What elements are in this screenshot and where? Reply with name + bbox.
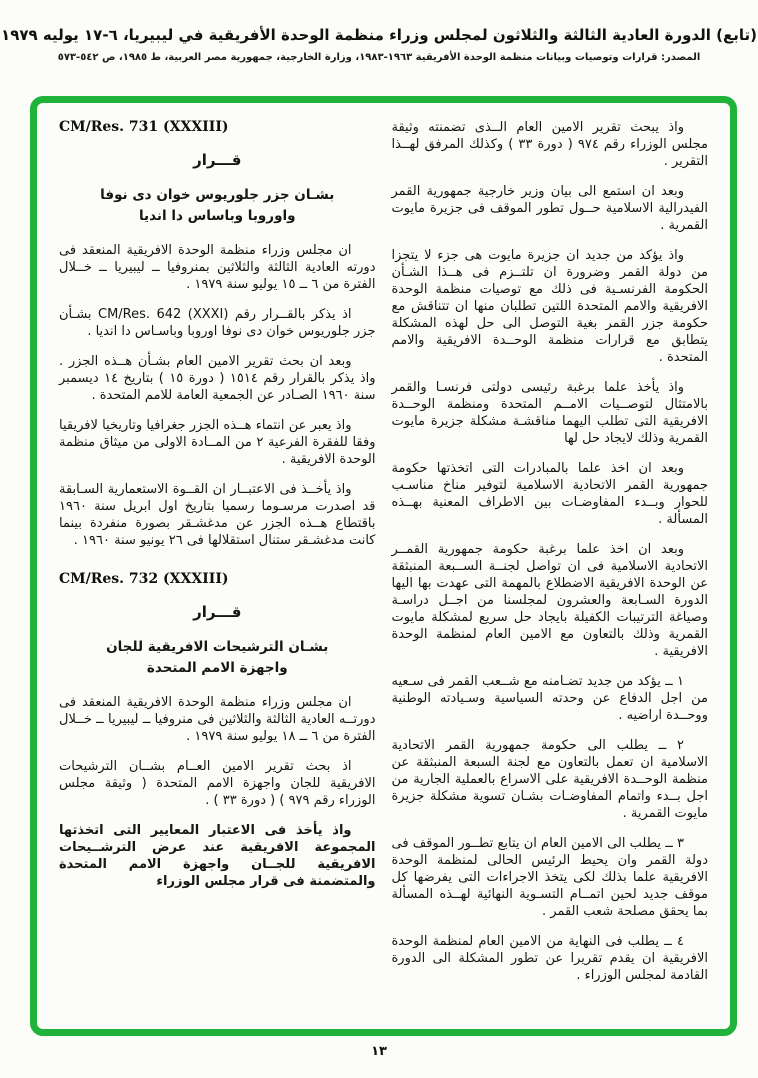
page-number: ١٣	[371, 1044, 387, 1059]
paragraph: ان مجلس وزراء منظمة الوحدة الافريقية المنعقد فى دورتــه العادية الثالثة والثلاثين فى منروفيا ــ ليبيريا ــ خــلال الفترة من ٦ ــ ١٨ يوليو سنة ١٩٧٩ .	[59, 695, 376, 744]
resolution-subtitle: بشـان الترشيحات الافريقية للجان	[106, 639, 329, 655]
paragraph: وبعد ان استمع الى بيان وزير خارجية جمهورية القمر الفيدرالية الاسلامية حــول تطور الموقف فى جزيرة مايوت القمرية .	[391, 184, 708, 233]
paragraph: ان مجلس وزراء منظمة الوحدة الافريقية المنعقد فى دورته العادية الثالثة والثلاثين بمنروفيا ــ ليبيريا ــ خــلال الفترة من ٦ ــ ١٥ يوليو سنة ١٩٧٩ .	[59, 243, 376, 292]
numbered-item: ١ ــ يؤكد من جديد تضـامنه مع شــعب القمر فى سـعيه من اجل الدفاع عن وحدته السياسية وسـيادته الوطنية ووحــدة اراضيه .	[391, 674, 708, 723]
resolution-title: قـــرار	[193, 603, 242, 621]
page-header	[0, 0, 758, 63]
numbered-item: ٢ ــ يطلب الى حكومة جمهورية القمر الاتحادية الاسلامية ان تعمل بالتعاون مع لجنة السبعة المنبثقة عن منظمة الوحــدة الافريقية على الاسراع بالعملية الجارية من اجل بــدء واتمام المفاوضـات بشـان تسوية مشكلة جزيرة مايوت القمرية .	[391, 738, 708, 821]
paragraph: واذ يبحث تقرير الامين العام الــذى تضمنته وثيقة مجلس الوزراء رقم ٩٧٤ ( دورة ٣٣ ) وكذلك المرفق لهــذا التقرير .	[391, 120, 708, 169]
green-border-frame	[30, 96, 737, 1036]
paragraph: واذ يعبر عن انتماء هــذه الجزر جغرافيا وتاريخيا لافريقيا وفقا للفقرة الفرعية ٢ من المــادة الاولى من ميثاق منظمة الوحدة الافريقية .	[59, 418, 376, 467]
source-citation: المصدر: قرارات وتوصيات وبيانات منظمة الوحدة الأفريقية ١٩٦٣-١٩٨٣، وزارة الخارجية، جمهورية مصر العربية، ط ١٩٨٥، ص ٥٤٢-٥٧٣	[57, 52, 701, 63]
two-column-layout	[37, 103, 730, 1029]
numbered-item: ٤ ــ يطلب فى النهاية من الامين العام لمنظمة الوحدة الافريقية ان يقدم تقريرا عن تطور المشكلة الى الدورة القادمة لمجلس الوزراء .	[391, 934, 708, 983]
numbered-item: ٣ ــ يطلب الى الامين العام ان يتابع تطــور الموقف فى دولة القمر وان يحيط الرئيس الحالى لمنظمة الوحدة الافريقية علما بذلك لكى يتخذ الاجراءات التى يفرضها كل موقف جديد لحين اتمــام التسـوية النهائية لهــذه المسألة بما يحقق مصلحة شعب القمر .	[391, 836, 708, 919]
resolution-subtitle: بشـان جزر جلوريوس خوان دى نوفا	[100, 187, 335, 203]
session-title: (تابع) الدورة العادية الثالثة والثلاثون لمجلس وزراء منظمة الوحدة الأفريقية في ليبيريا، ٦-١٧ يوليه ١٩٧٩	[1, 26, 757, 44]
paragraph: اذ بحث تقرير الامين العــام بشــان الترشيحات الافريقية للجان واجهزة الامم المتحدة ( وثيقة مجلس الوزراء رقم ٩٧٩ ) ( دورة ٣٣ ) .	[59, 759, 376, 808]
page-footer	[0, 1044, 758, 1059]
paragraph: وبعد ان اخذ علما برغبة حكومة جمهورية القمــر الاتحادية الاسلامية فى ان تواصل لجنــة الســبعة المنبثقة عن الوحدة الافريقية الاضطلاع بالمهمة التى عهدت بها اليها الدورة السـابعة والعشرون لمجلسنا من اجــل دراسـة وصياغة الترتيبات الكفيلة بايجاد حل سريع لمشكلة مايوت القمرية وذلك بالتعاون مع الامين العام لمنظمة الوحدة الافريقية .	[391, 542, 708, 659]
paragraph-bold: واذ يأخذ فى الاعتبار المعايير التى اتخذتها المجموعة الافريقية عند عرض الترشــيحات الافريقية للجــان واجهزة الامم المتحدة والمتضمنة فى قرار مجلس الوزراء	[59, 823, 376, 889]
resolution-title: قـــرار	[193, 151, 242, 169]
paragraph: اذ يذكر بالقــرار رقم CM/Res. 642 (XXXI) بشـأن جزر جلوريوس خوان دى نوفا اوروبا وباسـاس دا انديا .	[59, 307, 376, 339]
paragraph: وبعد ان اخذ علما بالمبادرات التى اتخذتها حكومة جمهورية القمر الاتحادية الاسلامية لتوفير مناخ مناسـب للحوار وبــدء المفاوضـات بين الاطراف المعنية بهــذه المسألة .	[391, 461, 708, 527]
resolution-id: CM/Res. 731 (XXXIII)	[59, 119, 229, 135]
paragraph: واذ يؤكد من جديد ان جزيرة مايوت هى جزء لا يتجزا من دولة القمر وضرورة ان تلتــزم فى هــذا الشـأن الحكومة الفرنسـية فى ذلك مع توصيات منظمة الوحدة الافريقية والامم المتحدة اللتين تطلبان منها ان تتناقش مع حكومة جزر القمر بغية التوصل الى حل لهذه المشكلة يتطابق مع قرارات منظمة الوحــدة الافريقية والامم المتحدة .	[391, 248, 708, 365]
column-left	[59, 119, 376, 1019]
resolution-id: CM/Res. 732 (XXXIII)	[59, 571, 229, 587]
paragraph: واذ يأخذ علما برغبة رئيسى دولتى فرنسـا والقمر بالامتثال لتوصــيات الامــم المتحدة ومنظمة الوحــدة الافريقية التى تطلب اليهما مناقشـة مشكلة جزيرة مايوت القمرية وذلك لايجاد حل لها	[391, 380, 708, 446]
paragraph: واذ يأخــذ فى الاعتبــار ان القــوة الاستعمارية السـابقة قد اصدرت مرسـوما رسميا بتاريخ اول ابريل سنة ١٩٦٠ باقتطاع هــذه الجزر عن مدغشـقر بصورة منفردة بينما كانت مدغشـقر ستنال استقلالها فى ٢٦ يونيو سنة ١٩٦٠ .	[59, 482, 376, 548]
column-right	[392, 119, 709, 1019]
resolution-subtitle: واوروبا وباساس دا انديا	[138, 208, 296, 224]
resolution-subtitle: واجهزة الامم المتحدة	[146, 660, 288, 676]
paragraph: وبعد ان بحث تقرير الامين العام بشـأن هــذه الجزر . واذ يذكر بالقرار رقم ١٥١٤ ( دورة ١٥ ) بتاريخ ١٤ ديسمبر سنة ١٩٦٠ الصـادر عن الجمعية العامة للامم المتحدة .	[59, 354, 376, 403]
